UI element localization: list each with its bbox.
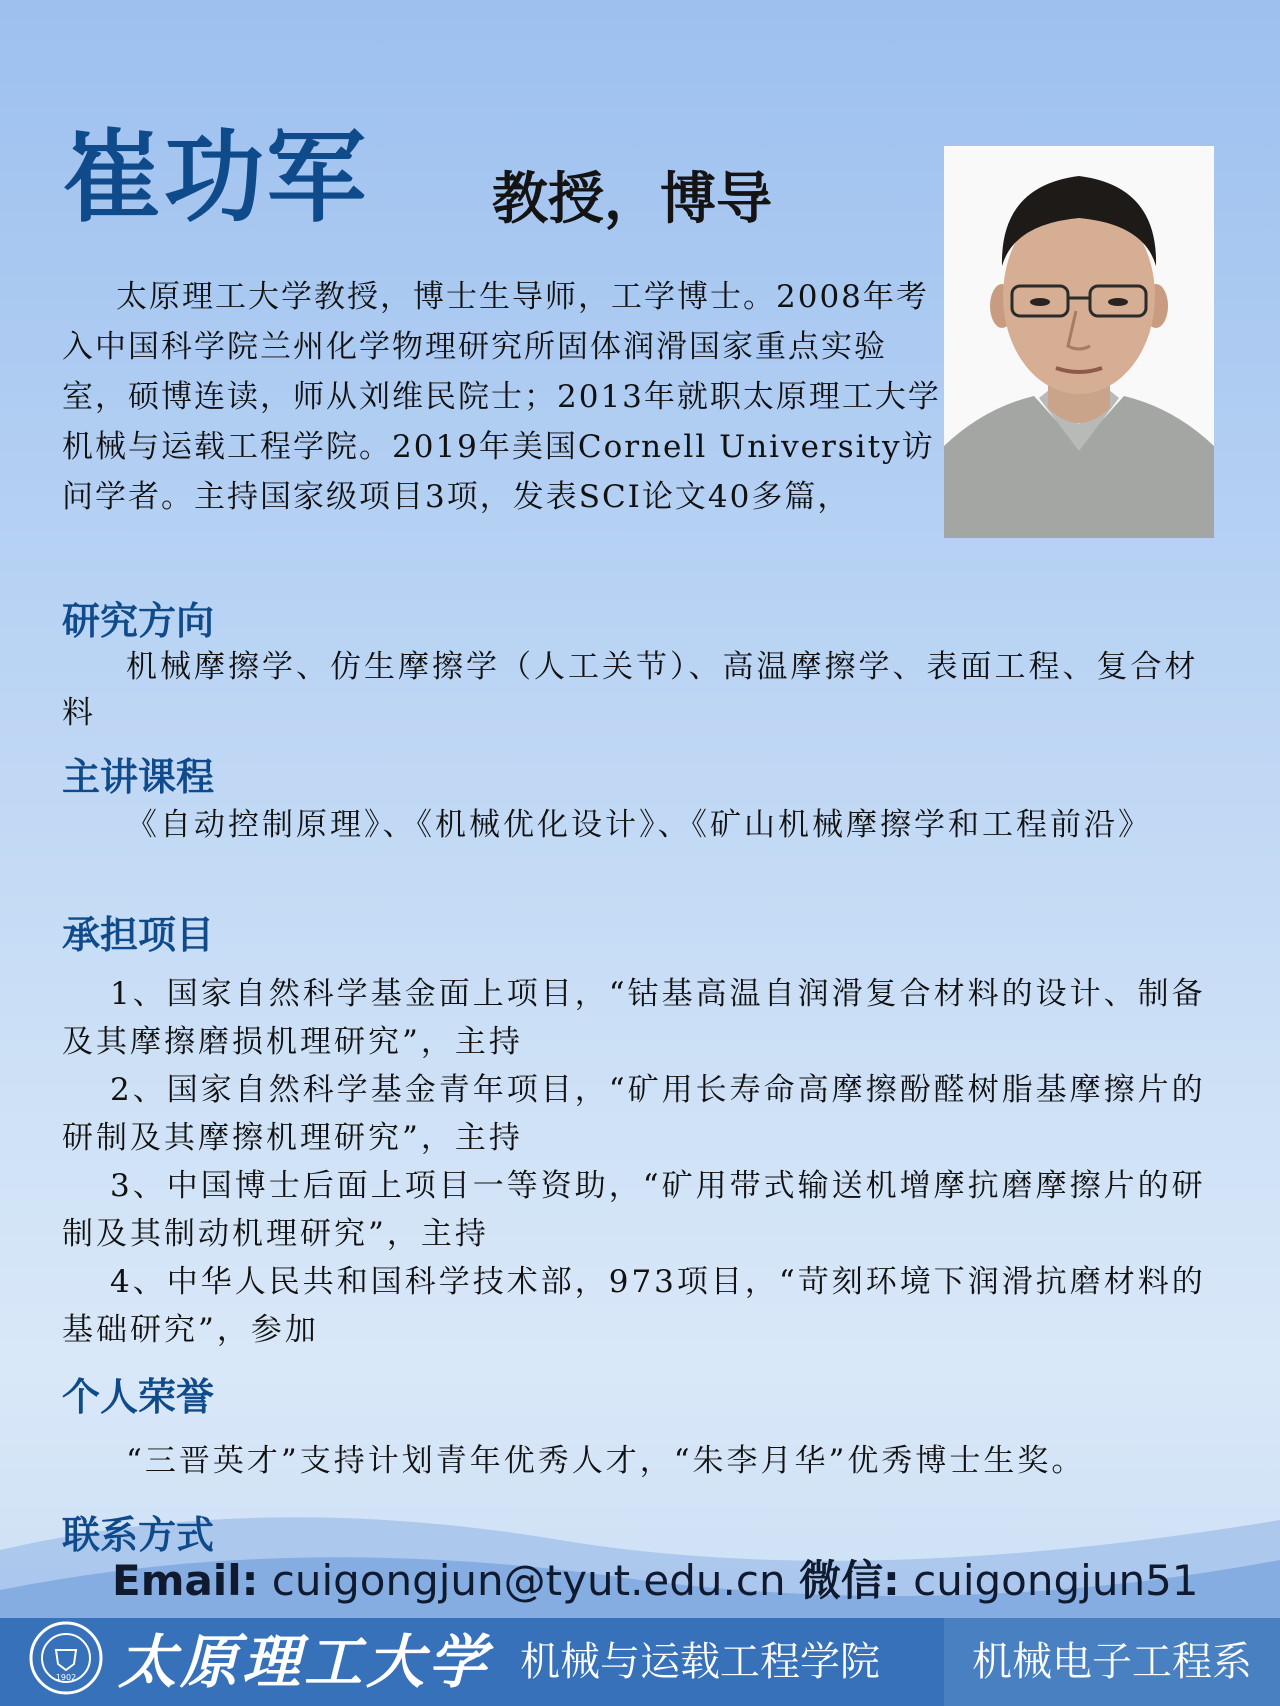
- research-heading: 研究方向: [62, 599, 215, 643]
- projects-list: [62, 970, 1232, 1354]
- email-label: Email:: [112, 1556, 259, 1605]
- project-item-2: 2、国家自然科学基金青年项目，“矿用长寿命高摩擦酚醛树脂基摩擦片的研制及其摩擦机理研究”，主持: [62, 1072, 1206, 1156]
- honors-heading: 个人荣誉: [62, 1375, 215, 1419]
- contact-line: [112, 1556, 1199, 1605]
- email-address[interactable]: cuigongjun@tyut.edu.cn: [271, 1556, 786, 1605]
- projects-heading: 承担项目: [62, 913, 215, 957]
- university-seal-icon: [28, 1620, 104, 1696]
- courses-text: 《自动控制原理》、《机械优化设计》、《矿山机械摩擦学和工程前沿》: [126, 807, 1152, 843]
- project-item-3: 3、中国博士后面上项目一等资助，“矿用带式输送机增摩抗磨摩擦片的研制及其制动机理研究”，主持: [62, 1168, 1206, 1252]
- honors-text: “三晋英才”支持计划青年优秀人才，“朱李月华”优秀博士生奖。: [126, 1443, 1086, 1479]
- project-item-4: 4、中华人民共和国科学技术部，973项目，“苛刻环境下润滑抗磨材料的基础研究”，参加: [62, 1264, 1206, 1348]
- department-name: 机械电子工程系: [944, 1618, 1280, 1706]
- title-heading: 教授，博导: [492, 167, 772, 232]
- courses-heading: 主讲课程: [62, 755, 215, 799]
- name-heading: 崔功军: [62, 119, 368, 236]
- research-text: 机械摩擦学、仿生摩擦学（人工关节）、高温摩擦学、表面工程、复合材料: [62, 649, 1199, 731]
- wechat-id: cuigongjun51: [913, 1556, 1199, 1605]
- college-name: 机械与运载工程学院: [520, 1639, 880, 1685]
- wechat-label: 微信:: [798, 1556, 900, 1605]
- seal-year: 1902: [55, 1673, 77, 1682]
- portrait-photo: [944, 146, 1214, 538]
- contact-heading: 联系方式: [62, 1513, 215, 1557]
- project-item-1: 1、国家自然科学基金面上项目，“钴基高温自润滑复合材料的设计、制备及其摩擦磨损机理研究”，主持: [62, 976, 1206, 1060]
- intro-paragraph: 太原理工大学教授，博士生导师，工学博士。2008年考入中国科学院兰州化学物理研究所固体润滑国家重点实验室，硕博连读，师从刘维民院士；2013年就职太原理工大学机械与运载工程学院。2019年美国Cornell University访问学者。主持国家级项目3项，发表SCI论文40多篇，: [62, 279, 941, 515]
- university-name-logo: 太原理工大学: [118, 1628, 491, 1696]
